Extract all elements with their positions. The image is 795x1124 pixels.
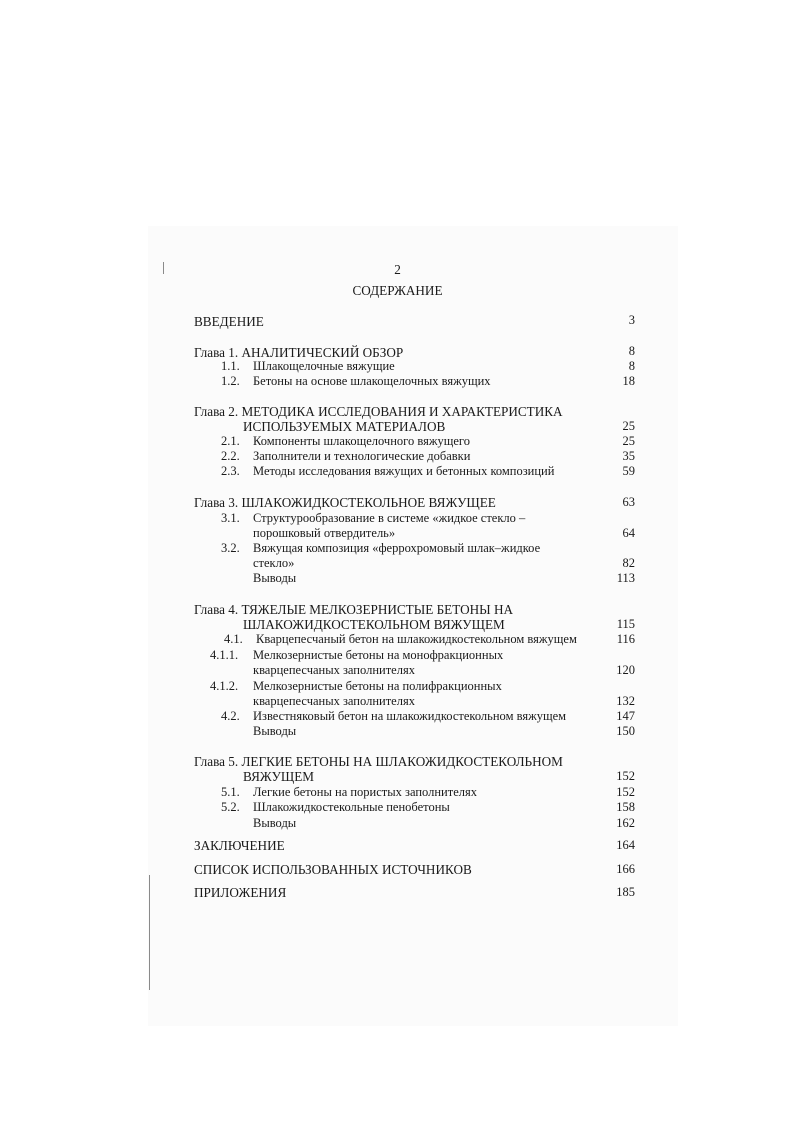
toc-page-number: 18: [622, 374, 635, 388]
toc-section-2-1[interactable]: Компоненты шлакощелочного вяжущего: [253, 434, 470, 448]
toc-section-2-3[interactable]: Методы исследования вяжущих и бетонных композиций: [253, 464, 555, 478]
toc-page-number: 162: [616, 816, 635, 830]
toc-conclusion[interactable]: ЗАКЛЮЧЕНИЕ: [194, 838, 285, 853]
toc-section-number: 3.1.: [221, 511, 240, 525]
toc-section-number: 2.2.: [221, 449, 240, 463]
toc-chapter-3[interactable]: Глава 3. ШЛАКОЖИДКОСТЕКОЛЬНОЕ ВЯЖУЩЕЕ: [194, 495, 496, 510]
toc-section-4-1-2[interactable]: Мелкозернистые бетоны на полифракционных: [253, 679, 502, 693]
toc-section-3-2[interactable]: Вяжущая композиция «феррохромовый шлак–жидкое: [253, 541, 541, 555]
toc-page-number: 25: [622, 419, 635, 433]
toc-section-number: 4.1.2.: [210, 679, 239, 693]
toc-page-number: 59: [622, 464, 635, 478]
toc-page-number: 120: [616, 663, 635, 677]
toc-section-4-1-1-continued: кварцепесчаных заполнителях: [253, 663, 415, 677]
toc-page-number: 82: [622, 556, 635, 570]
toc-section-number: 4.1.: [224, 632, 243, 646]
toc-chapter-4-continued: ШЛАКОЖИДКОСТЕКОЛЬНОМ ВЯЖУЩЕМ: [243, 617, 505, 632]
toc-page-number: 3: [628, 313, 635, 327]
toc-section-3-1[interactable]: Структурообразование в системе «жидкое стекло –: [253, 511, 526, 525]
toc-page-number: 158: [616, 800, 635, 814]
toc-conclusions-3[interactable]: Выводы: [253, 571, 297, 585]
toc-section-3-2-continued: стекло»: [253, 556, 295, 570]
toc-page-number: 113: [616, 571, 635, 585]
toc-page-number: 8: [628, 344, 635, 358]
toc-title: СОДЕРЖАНИЕ: [352, 283, 443, 298]
toc-section-number: 2.3.: [221, 464, 240, 478]
toc-section-5-1[interactable]: Легкие бетоны на пористых заполнителях: [253, 785, 477, 799]
toc-chapter-5-continued: ВЯЖУЩЕМ: [243, 769, 314, 784]
toc-page-number: 150: [616, 724, 635, 738]
toc-section-number: 4.1.1.: [210, 648, 239, 662]
toc-page-number: 152: [616, 769, 635, 783]
toc-page-number: 115: [616, 617, 635, 631]
toc-chapter-1[interactable]: Глава 1. АНАЛИТИЧЕСКИЙ ОБЗОР: [194, 345, 404, 360]
toc-section-number: 5.2.: [221, 800, 240, 814]
toc-page-number: 132: [616, 694, 635, 708]
toc-page-number: 147: [616, 709, 635, 723]
toc-references[interactable]: СПИСОК ИСПОЛЬЗОВАННЫХ ИСТОЧНИКОВ: [194, 862, 472, 877]
toc-entry-introduction[interactable]: ВВЕДЕНИЕ: [194, 314, 264, 329]
toc-section-4-2[interactable]: Известняковый бетон на шлакожидкостекольном вяжущем: [253, 709, 567, 723]
scan-edge-mark: [149, 875, 150, 990]
toc-section-number: 2.1.: [221, 434, 240, 448]
toc-page-number: 166: [616, 862, 635, 876]
toc-section-4-1-2-continued: кварцепесчаных заполнителях: [253, 694, 415, 708]
toc-page-number: 64: [622, 526, 635, 540]
toc-section-5-2[interactable]: Шлакожидкостекольные пенобетоны: [253, 800, 450, 814]
toc-page-number: 8: [628, 359, 635, 373]
toc-section-1-2[interactable]: Бетоны на основе шлакощелочных вяжущих: [253, 374, 491, 388]
toc-section-4-1-1[interactable]: Мелкозернистые бетоны на монофракционных: [253, 648, 504, 662]
toc-chapter-2[interactable]: Глава 2. МЕТОДИКА ИССЛЕДОВАНИЯ И ХАРАКТЕРИСТИКА: [194, 404, 563, 419]
toc-section-3-1-continued: порошковый отвердитель»: [253, 526, 396, 540]
toc-section-4-1[interactable]: Кварцепесчаный бетон на шлакожидкостекольном вяжущем: [256, 632, 577, 646]
toc-section-number: 3.2.: [221, 541, 240, 555]
toc-chapter-5[interactable]: Глава 5. ЛЕГКИЕ БЕТОНЫ НА ШЛАКОЖИДКОСТЕКОЛЬНОМ: [194, 754, 563, 769]
toc-section-2-2[interactable]: Заполнители и технологические добавки: [253, 449, 471, 463]
toc-chapter-4[interactable]: Глава 4. ТЯЖЕЛЫЕ МЕЛКОЗЕРНИСТЫЕ БЕТОНЫ НА: [194, 602, 513, 617]
toc-section-number: 4.2.: [221, 709, 240, 723]
toc-section-number: 1.2.: [221, 374, 240, 388]
toc-section-1-1[interactable]: Шлакощелочные вяжущие: [253, 359, 395, 373]
toc-chapter-2-continued: ИСПОЛЬЗУЕМЫХ МАТЕРИАЛОВ: [243, 419, 446, 434]
toc-section-number: 5.1.: [221, 785, 240, 799]
toc-page-number: 185: [616, 885, 635, 899]
toc-page-number: 35: [622, 449, 635, 463]
page-number: 2: [394, 262, 401, 277]
toc-conclusions-5[interactable]: Выводы: [253, 816, 297, 830]
toc-page-number: 152: [616, 785, 635, 799]
toc-page-number: 63: [622, 495, 635, 509]
toc-conclusions-4[interactable]: Выводы: [253, 724, 297, 738]
toc-page-number: 164: [616, 838, 635, 852]
toc-appendices[interactable]: ПРИЛОЖЕНИЯ: [194, 885, 287, 900]
toc-page-number: 116: [616, 632, 635, 646]
toc-page-number: 25: [622, 434, 635, 448]
toc-section-number: 1.1.: [221, 359, 240, 373]
